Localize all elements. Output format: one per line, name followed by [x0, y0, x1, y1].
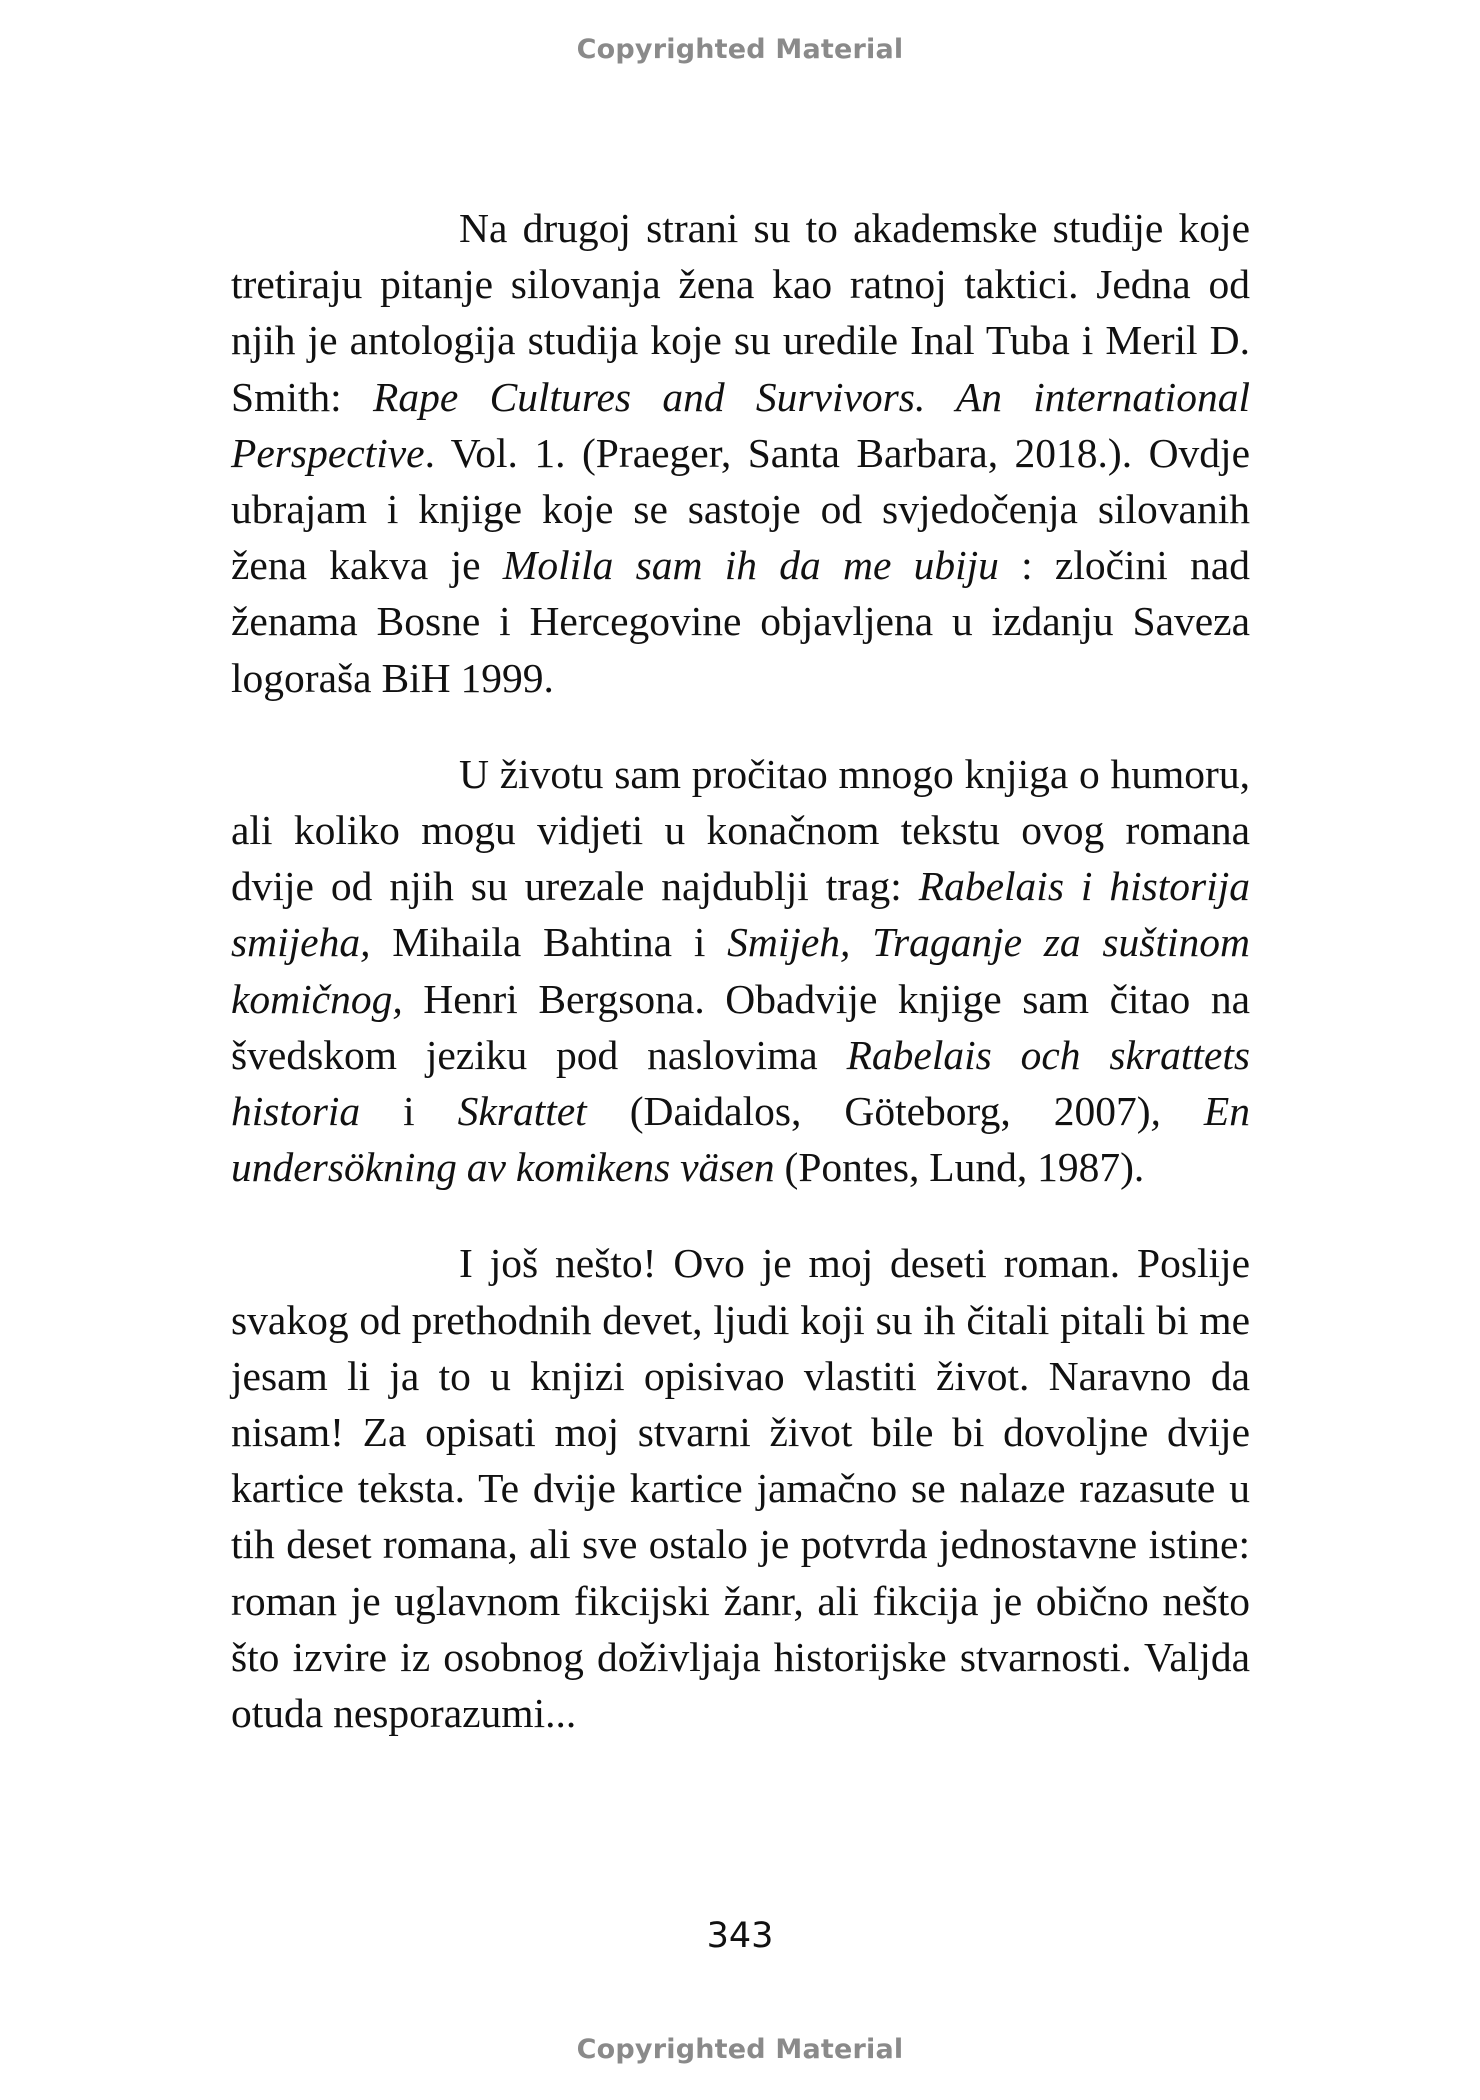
book-title-smijeh: Smijeh, Traganje za suštinom komičnog, — [231, 919, 1250, 1022]
text-segment: (Pontes, Lund, 1987). — [774, 1144, 1145, 1191]
copyright-watermark-top: Copyrighted Material — [576, 34, 904, 65]
paragraph-humor-books — [231, 746, 1250, 1196]
page-body — [231, 200, 1250, 1741]
text-segment: Henri Bergsona. Obadvije knjige sam čitao na švedskom jeziku pod naslovima — [231, 975, 1250, 1078]
text-segment: Na drugoj strani su to akademske studije koje tretiraju pitanje silovanja žena kao ratnoj taktici. Jedna od njih je antologija studija koje su uredile Inal Tuba i Meril D. Smith: — [231, 205, 1250, 420]
text-segment: U životu sam pročitao mnogo knjiga o humoru, ali koliko mogu vidjeti u konačnom tekstu ovog romana dvije od njih su urezale najdublji trag: — [231, 750, 1250, 910]
text-segment: : zločini nad ženama Bosne i Hercegovine objavljena u izdanju Saveza logoraša BiH 1999. — [231, 542, 1250, 701]
text-segment: I još nešto! Ovo je moj deseti roman. Poslije svakog od prethodnih devet, ljudi koji su ih čitali pitali bi me jesam li ja to u knjizi opisivao vlastiti život. Naravno da nisam! Za opisati moj stvarni život bile bi dovoljne dvije kartice teksta. Te dvije kartice jamačno se nalaze razasute u tih deset romana, ali sve ostalo je potvrda jednostavne istine: roman je uglavnom fikcijski žanr, ali fikcija je obično nešto što izvire iz osobnog doživljaja historijske stvarnosti. Valjda otuda nesporazumi... — [231, 1240, 1250, 1737]
paragraph-academic-studies — [231, 200, 1250, 706]
page-number: 343 — [706, 1916, 774, 1956]
book-title-rape-cultures: Rape Cultures and Survivors. An international Perspective — [231, 373, 1250, 476]
paragraph-tenth-novel — [231, 1235, 1250, 1741]
copyright-watermark-bottom: Copyrighted Material — [576, 2034, 904, 2065]
book-title-rabelais-historija: Rabelais i historija smijeha, — [231, 863, 1250, 966]
text-segment: Mihaila Bahtina i — [370, 919, 728, 966]
text-segment: . Vol. 1. (Praeger, Santa Barbara, 2018.). Ovdje ubrajam i knjige koje se sastoje od svjedočenja silovanih žena kakva je — [231, 429, 1250, 589]
book-title-molila-sam: Molila sam ih da me ubiju — [502, 542, 999, 589]
text-segment: (Daidalos, Göteborg, 2007) — [586, 1088, 1151, 1135]
book-title-skrattet: Skrattet — [457, 1088, 587, 1135]
text-segment: i — [360, 1088, 458, 1135]
book-title-undersokning: , En undersökning av komikens väsen — [231, 1088, 1250, 1191]
book-title-rabelais-och-skrattets: Rabelais och skrattets historia — [231, 1031, 1251, 1135]
